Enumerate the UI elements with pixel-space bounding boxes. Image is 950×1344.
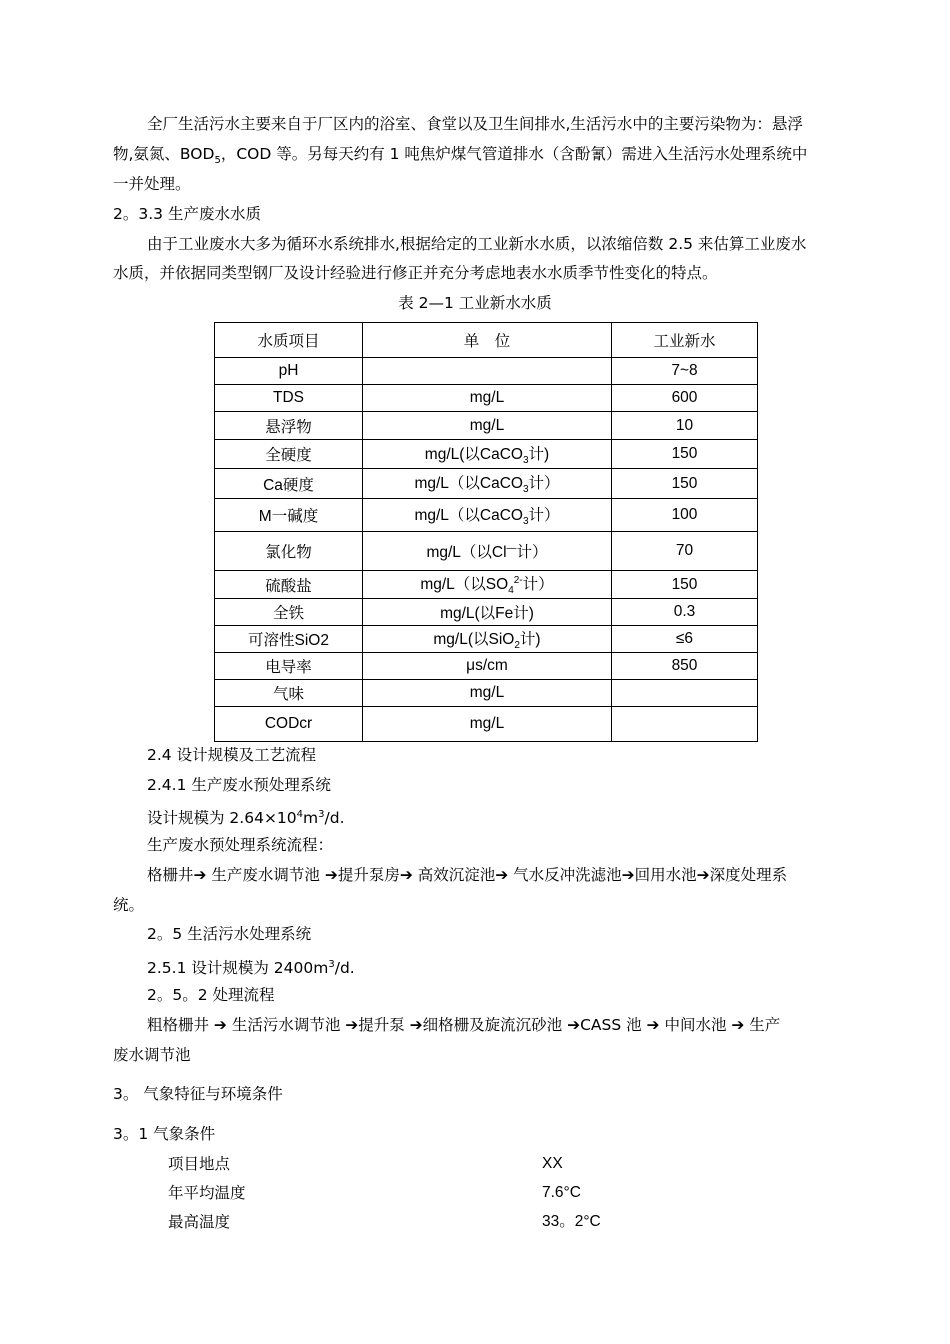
row-value: 150 (612, 469, 758, 499)
table-row (215, 707, 758, 742)
row-unit (363, 358, 612, 385)
intro-line-2-post: ，COD 等。另每天约有 1 吨焦炉煤气管道排水（含酚氰）需进入生活污水处理系统中 (220, 145, 808, 163)
section-24-heading: 2.4 设计规模及工艺流程 (147, 746, 317, 764)
row-unit: μs/cm (363, 653, 612, 680)
row-value: 150 (612, 571, 758, 599)
water-quality-table (214, 322, 758, 742)
table-row (215, 680, 758, 707)
section-251-scale: 2.5.1 设计规模为 $2400m^3/d$. (147, 959, 355, 978)
header-item: 水质项目 (215, 323, 363, 358)
row-item: 电导率 (215, 653, 363, 680)
table-row (215, 385, 758, 412)
row-value: ≤6 (612, 626, 758, 653)
section-25-flow-line-2: 废水调节池 (113, 1046, 191, 1064)
met-label-avg-temp: 年平均温度 (168, 1184, 246, 1202)
row-item: 氯化物 (215, 532, 363, 571)
section-25-heading: 2。5 生活污水处理系统 (147, 925, 312, 943)
row-unit: mg/L (363, 707, 612, 742)
row-unit: mg/L（以CaCO$_3$计） (363, 469, 612, 499)
row-item: M一碱度 (215, 499, 363, 532)
table-row (215, 532, 758, 571)
section-241-heading: 2.4.1 生产废水预处理系统 (147, 776, 331, 794)
row-value: 600 (612, 385, 758, 412)
section-24-flow-line-2: 统。 (113, 896, 145, 914)
met-value-max-temp: 33。2°C (542, 1213, 601, 1230)
intro-line-2 (113, 144, 807, 171)
row-value: 850 (612, 653, 758, 680)
row-item: CODcr (215, 707, 363, 742)
table-header-row (215, 323, 758, 358)
met-label-max-temp: 最高温度 (168, 1213, 231, 1231)
table-row (215, 440, 758, 469)
row-value (612, 707, 758, 742)
met-label-location: 项目地点 (168, 1155, 231, 1173)
row-value (612, 680, 758, 707)
section-24-scale: 设计规模为 $2.64\times 10^4m^3/d$. (147, 809, 345, 828)
intro-line-1: 全厂生活污水主要来自于厂区内的浴室、食堂以及卫生间排水,生活污水中的主要污染物为：悬浮 (147, 115, 803, 133)
section-252-heading: 2。5。2 处理流程 (147, 986, 275, 1004)
table-row (215, 358, 758, 385)
row-value: 100 (612, 499, 758, 532)
row-item: Ca硬度 (215, 469, 363, 499)
header-unit: 单 位 (363, 323, 612, 358)
intro-line-3: 一并处理。 (113, 175, 191, 193)
row-unit: mg/L (363, 385, 612, 412)
section-233-heading: 2。3.3 生产废水水质 (113, 205, 261, 223)
row-unit: mg/L (363, 680, 612, 707)
met-value-location: XX (542, 1155, 563, 1172)
row-item: 悬浮物 (215, 412, 363, 440)
row-item: 硫酸盐 (215, 571, 363, 599)
section-233-para-line-1: 由于工业废水大多为循环水系统排水,根据给定的工业新水水质，以浓缩倍数 2.5 来估算工业废水 (147, 235, 807, 253)
row-item: 全铁 (215, 599, 363, 626)
section-24-flow-line-1: 格栅井➔ 生产废水调节池 ➔提升泵房➔ 高效沉淀池➔ 气水反冲洗滤池➔回用水池➔深度处理系 (147, 866, 788, 884)
table-row (215, 412, 758, 440)
section-3-heading: 3。 气象特征与环境条件 (113, 1085, 283, 1103)
table-row (215, 653, 758, 680)
row-value: 7~8 (612, 358, 758, 385)
row-unit: mg/L（以Cl—计） (363, 532, 612, 571)
section-31-heading: 3。1 气象条件 (113, 1125, 216, 1143)
section-233-para-line-2: 水质，并依据同类型钢厂及设计经验进行修正并充分考虑地表水水质季节性变化的特点。 (113, 264, 718, 282)
table-row (215, 571, 758, 599)
header-value: 工业新水 (612, 323, 758, 358)
row-unit: mg/L（以$SO_4^{2-}$计） (363, 571, 612, 599)
table-row (215, 499, 758, 532)
table-row (215, 469, 758, 499)
row-value: 0.3 (612, 599, 758, 626)
table-caption: 表 2—1 工业新水水质 (398, 294, 552, 312)
row-unit: mg/L（以CaCO$_3$计） (363, 499, 612, 532)
bod-subscript: 5 (214, 155, 221, 167)
row-unit: mg/L(以CaCO$_3$计) (363, 440, 612, 469)
section-24-flow-label: 生产废水预处理系统流程： (147, 836, 334, 854)
table-row (215, 626, 758, 653)
row-value: 150 (612, 440, 758, 469)
row-item: pH (215, 358, 363, 385)
row-item: TDS (215, 385, 363, 412)
row-value: 70 (612, 532, 758, 571)
row-value: 10 (612, 412, 758, 440)
row-item: 可溶性SiO2 (215, 626, 363, 653)
row-unit: mg/L(以Fe计) (363, 599, 612, 626)
row-unit: mg/L (363, 412, 612, 440)
row-item: 气味 (215, 680, 363, 707)
row-unit: mg/L(以SiO$_2$计) (363, 626, 612, 653)
table-row (215, 599, 758, 626)
section-25-flow-line-1: 粗格栅井 ➔ 生活污水调节池 ➔提升泵 ➔细格栅及旋流沉砂池 ➔CASS 池 ➔ 中间水池 ➔ 生产 (147, 1016, 781, 1034)
row-item: 全硬度 (215, 440, 363, 469)
intro-line-2-pre: 物,氨氮、BOD (113, 145, 215, 163)
met-value-avg-temp: 7.6°C (542, 1184, 581, 1201)
